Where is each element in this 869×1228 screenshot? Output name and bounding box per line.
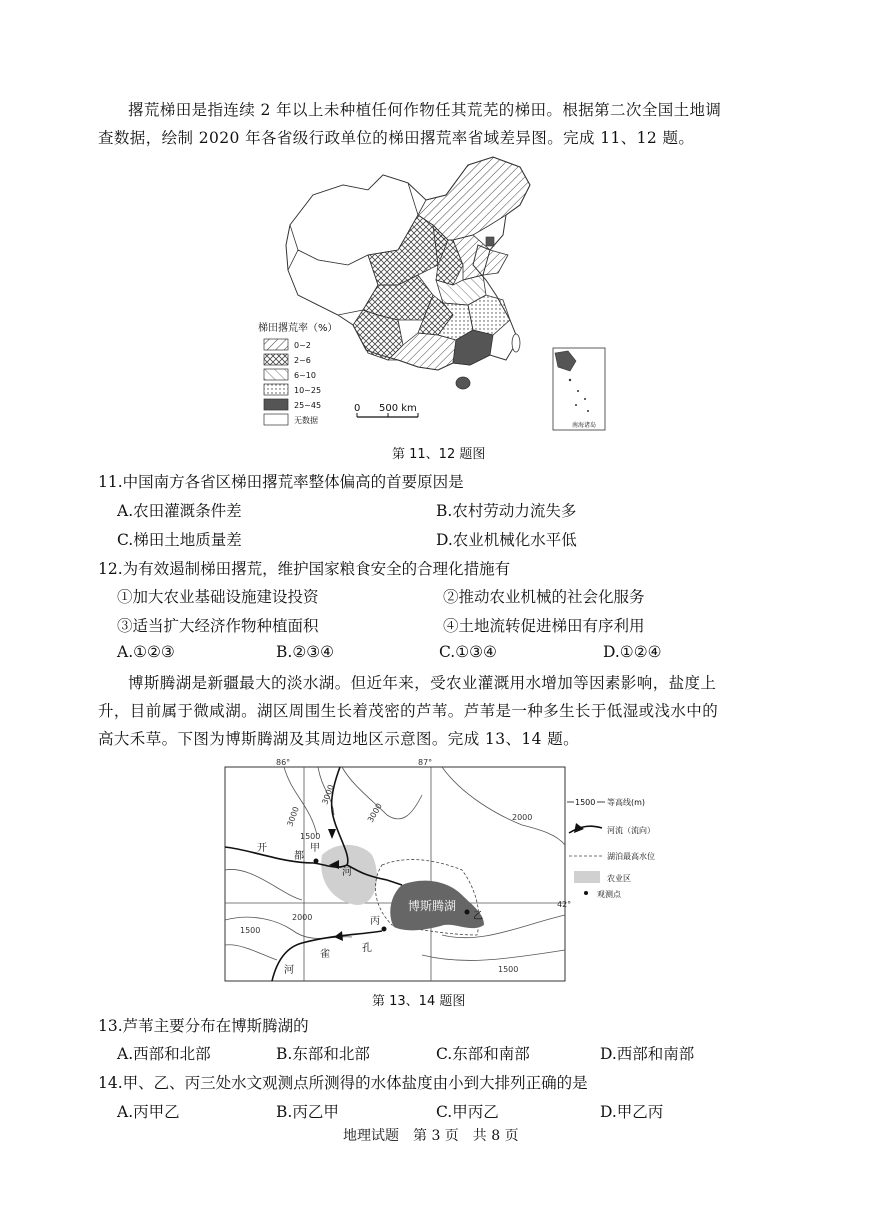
svg-text:1500: 1500 (300, 832, 321, 841)
svg-text:河流（流向）: 河流（流向） (607, 826, 655, 835)
svg-text:10~25: 10~25 (294, 386, 322, 395)
q11-option-a[interactable]: A.农田灌溉条件差 (117, 502, 242, 520)
svg-text:3000: 3000 (285, 805, 301, 828)
svg-text:3000: 3000 (320, 783, 336, 806)
scale-label: 500 km (379, 403, 417, 414)
svg-text:0~2: 0~2 (294, 341, 311, 350)
q11-option-d[interactable]: D.农业机械化水平低 (436, 531, 577, 549)
q12-option-a[interactable]: A.①②③ (117, 643, 175, 661)
q12-statement-2: ②推动农业机械的社会化服务 (443, 588, 645, 606)
svg-text:观测点: 观测点 (597, 890, 621, 899)
intro1-line2: 查数据，绘制 2020 年各省级行政单位的梯田撂荒率省域差异图。完成 11、12 题。 (98, 129, 695, 147)
scale-zero: 0 (354, 403, 361, 414)
svg-text:丙: 丙 (370, 916, 380, 927)
q12-statement-3: ③适当扩大经济作物种植面积 (117, 617, 319, 635)
intro1-line1: 撂荒梯田是指连续 2 年以上未种植任何作物任其荒芜的梯田。根据第二次全国土地调 (128, 101, 722, 119)
q13-option-a[interactable]: A.西部和北部 (117, 1045, 211, 1063)
bosten-lake-map (222, 755, 707, 985)
svg-text:农业区: 农业区 (607, 874, 631, 883)
station-jia (314, 859, 319, 864)
svg-text:3000: 3000 (365, 801, 384, 824)
q13-option-b[interactable]: B.东部和北部 (276, 1045, 370, 1063)
lon-87: 87° (418, 758, 433, 767)
svg-text:河: 河 (342, 867, 352, 878)
map1-caption: 第 11、12 题图 (392, 447, 486, 462)
svg-text:湖泊最高水位: 湖泊最高水位 (607, 852, 655, 861)
svg-text:1500: 1500 (240, 926, 261, 935)
q12-option-b[interactable]: B.②③④ (276, 643, 335, 661)
q14-option-d[interactable]: D.甲乙丙 (600, 1103, 664, 1121)
q12-statement-4: ④土地流转促进梯田有序利用 (443, 617, 645, 635)
lake-label: 博斯腾湖 (408, 899, 457, 913)
q14-stem: 14.甲、乙、丙三处水文观测点所测得的水体盐度由小到大排列正确的是 (98, 1074, 588, 1092)
map2-caption: 第 13、14 题图 (372, 994, 466, 1009)
intro2-line3: 高大禾草。下图为博斯腾湖及其周边地区示意图。完成 13、14 题。 (98, 730, 580, 748)
svg-text:无数据: 无数据 (294, 416, 318, 425)
lat-42: 42° (557, 900, 572, 909)
q14-option-b[interactable]: B.丙乙甲 (276, 1103, 339, 1121)
q12-stem: 12.为有效遏制梯田撂荒，维护国家粮食安全的合理化措施有 (98, 560, 511, 578)
svg-text:雀: 雀 (320, 949, 330, 960)
intro2-line1: 博斯腾湖是新疆最大的淡水湖。但近年来，受农业灌溉用水增加等因素影响，盐度上 (128, 674, 717, 692)
q13-option-c[interactable]: C.东部和南部 (436, 1045, 530, 1063)
svg-text:2000: 2000 (512, 813, 533, 822)
svg-text:孔: 孔 (362, 943, 372, 954)
svg-text:1500: 1500 (575, 798, 596, 807)
svg-text:河: 河 (284, 965, 294, 976)
station-yi (465, 910, 470, 915)
lon-86: 86° (276, 758, 291, 767)
svg-text:6~10: 6~10 (294, 371, 316, 380)
page-footer: 地理试题 第 3 页 共 8 页 (343, 1128, 519, 1144)
station-bing (382, 927, 387, 932)
map1-legend-title: 梯田撂荒率（%） (258, 323, 338, 334)
q11-option-c[interactable]: C.梯田土地质量差 (117, 531, 242, 549)
q12-option-d[interactable]: D.①②④ (603, 643, 662, 661)
svg-text:2000: 2000 (292, 913, 313, 922)
svg-text:2~6: 2~6 (294, 356, 311, 365)
q11-option-b[interactable]: B.农村劳动力流失多 (436, 502, 577, 520)
svg-text:1500: 1500 (498, 965, 519, 974)
svg-text:甲: 甲 (310, 843, 320, 854)
q11-stem: 11.中国南方各省区梯田撂荒率整体偏高的首要原因是 (98, 473, 464, 491)
svg-text:开: 开 (257, 843, 267, 854)
svg-text:乙: 乙 (473, 911, 483, 922)
intro2-line2: 升，目前属于微咸湖。湖区周围生长着茂密的芦苇。芦苇是一种多生长于低湿或浅水中的 (98, 702, 719, 720)
q12-statement-1: ①加大农业基础设施建设投资 (117, 588, 319, 606)
svg-text:25~45: 25~45 (294, 401, 322, 410)
china-map (258, 155, 618, 440)
svg-text:都: 都 (294, 851, 304, 862)
q13-option-d[interactable]: D.西部和南部 (600, 1045, 695, 1063)
q14-option-c[interactable]: C.甲丙乙 (436, 1103, 499, 1121)
svg-text:等高线(m): 等高线(m) (607, 798, 646, 807)
inset-label: 南海诸岛 (572, 422, 597, 429)
q12-option-c[interactable]: C.①③④ (439, 643, 497, 661)
q13-stem: 13.芦苇主要分布在博斯腾湖的 (98, 1017, 309, 1035)
q14-option-a[interactable]: A.丙甲乙 (117, 1103, 180, 1121)
